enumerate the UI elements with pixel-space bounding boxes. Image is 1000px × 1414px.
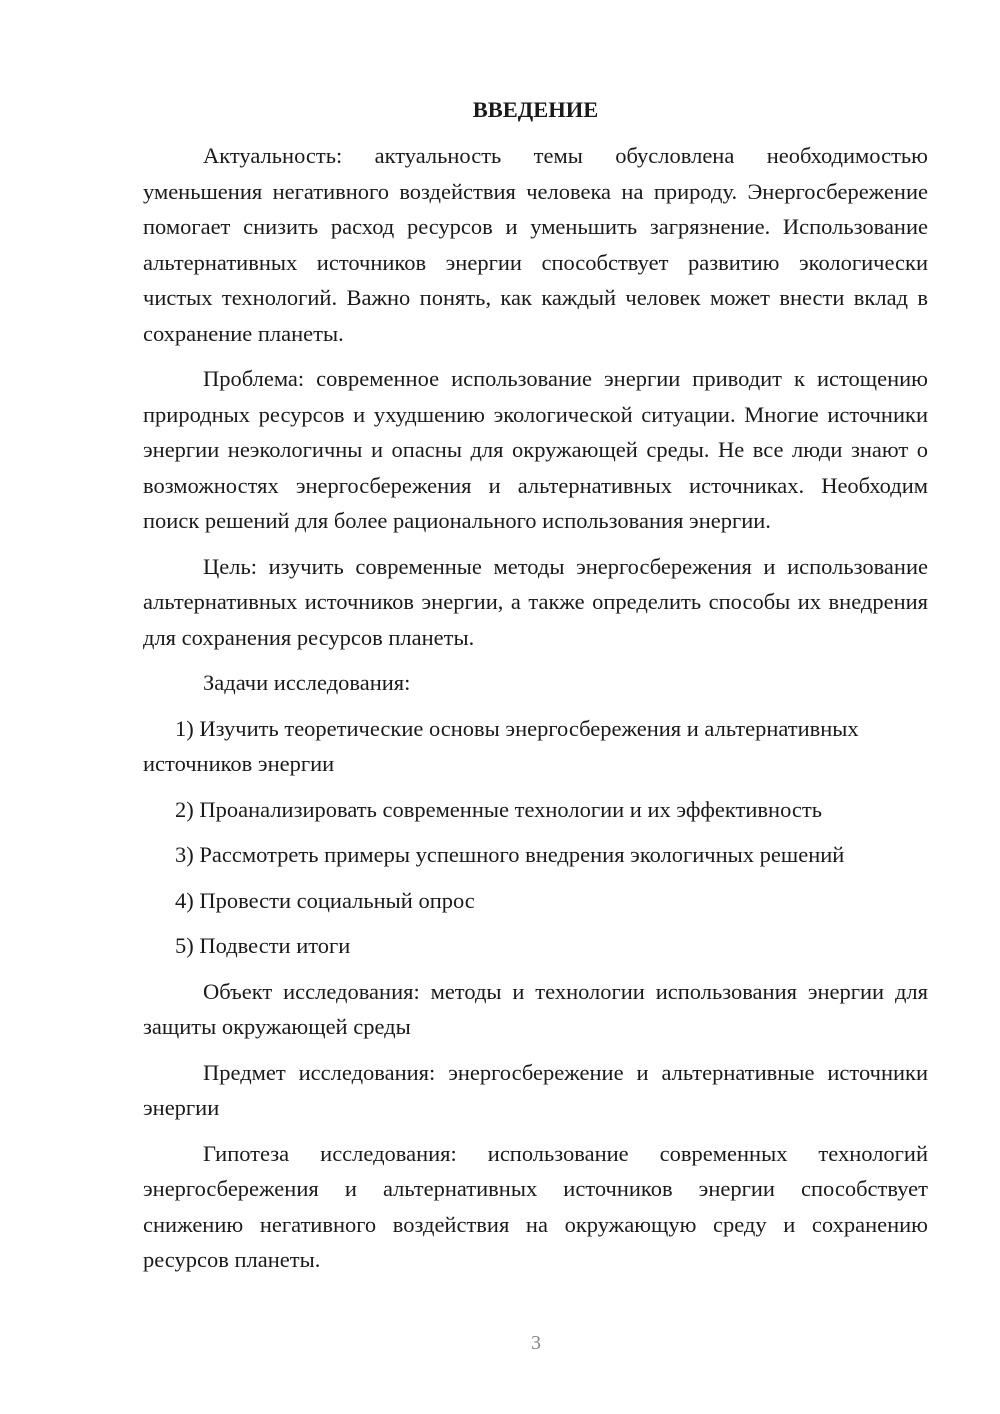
goal-paragraph: Цель: изучить современные методы энергосбережения и использование альтернативных источников энергии, а также определить способы их внедрения для сохранения ресурсов планеты. <box>143 553 928 650</box>
hypothesis-paragraph: Гипотеза исследования: использование современных технологий энергосбережения и альтернативных источников энергии способствует снижению негативного воздействия на окружающую среду и сохранению ресурсов планеты. <box>143 1140 928 1272</box>
tasks-list <box>143 711 928 964</box>
problem-paragraph: Проблема: современное использование энергии приводит к истощению природных ресурсов и ухудшению экологической ситуации. Многие источники энергии неэкологичны и опасны для окружающей среды. Не все люди знают о возможностях энергосбережения и альтернативных источниках. Необходим поиск решений для более рационального использования энергии. <box>143 366 928 533</box>
page-title: ВВЕДЕНИЕ <box>472 97 599 122</box>
object-paragraph: Объект исследования: методы и технологии использования энергии для защиты окружающей среды <box>143 978 928 1039</box>
page-content <box>143 90 928 1288</box>
task-item: 2) Проанализировать современные технологии и их эффективность <box>175 796 822 822</box>
subject-paragraph: Предмет исследования: энергосбережение и альтернативные источники энергии <box>143 1059 928 1120</box>
page-number: 3 <box>531 1332 541 1354</box>
task-item: 3) Рассмотреть примеры успешного внедрения экологичных решений <box>175 842 845 867</box>
tasks-heading: Задачи исследования: <box>203 670 411 695</box>
relevance-paragraph: Актуальность: актуальность темы обусловлена необходимостью уменьшения негативного воздействия человека на природу. Энергосбережение помогает снизить расход ресурсов и уменьшить загрязнение. Использование альтернативных источников энергии способствует развитию экологически чистых технологий. Важно понять, как каждый человек может внести вклад в сохранение планеты. <box>143 143 928 346</box>
task-item: 5) Подвести итоги <box>175 933 351 958</box>
task-item: 4) Провести социальный опрос <box>175 887 475 913</box>
task-item: 1) Изучить теоретические основы энергосбережения и альтернативных источников энергии <box>143 715 859 776</box>
